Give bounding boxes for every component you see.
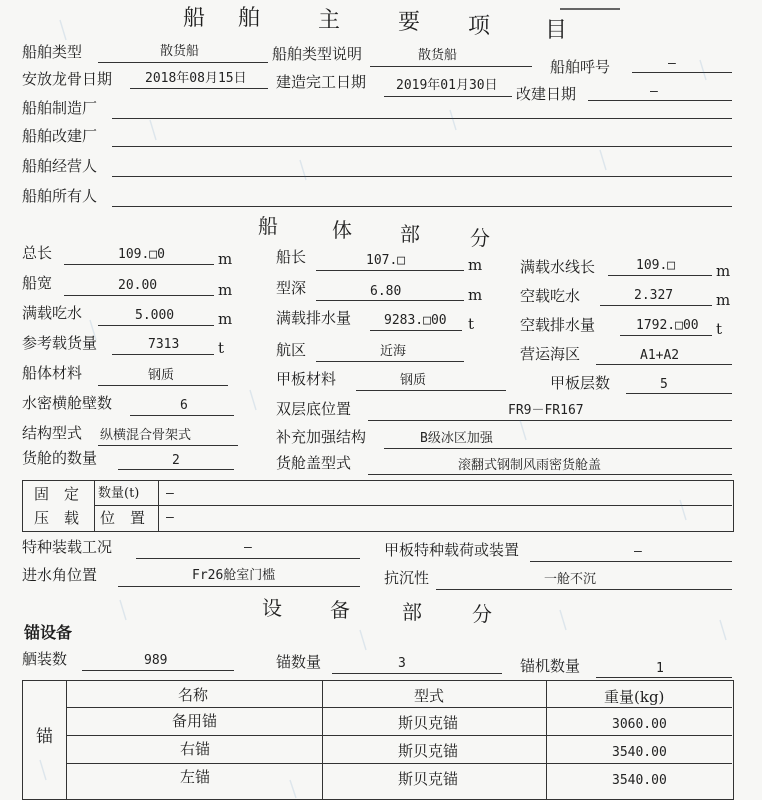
depth-label: 型深 — [276, 279, 307, 297]
full-draft-value: 5.000 — [135, 308, 175, 323]
unit: m — [468, 256, 483, 274]
loa-label: 总长 — [22, 244, 53, 262]
flooding-angle-label: 进水角位置 — [22, 566, 98, 584]
light-disp-label: 空载排水量 — [520, 316, 596, 334]
unsinkability-value: 一舱不沉 — [544, 572, 597, 587]
deck-material-label: 甲板材料 — [276, 370, 337, 388]
special-load-label: 特种装载工况 — [22, 538, 113, 556]
light-draft-value: 2.327 — [634, 288, 674, 303]
ballast-qty-label: 数量(t) — [98, 486, 140, 501]
builder-label: 船舶制造厂 — [22, 99, 98, 117]
windlass-count-value: 1 — [656, 661, 664, 676]
ship-type-desc-value: 散货船 — [418, 48, 458, 63]
ballast-label-fixed: 固 定 — [34, 485, 80, 503]
unit: m — [218, 310, 233, 328]
deck-material-value: 钢质 — [400, 373, 427, 388]
title-char: 船 — [183, 6, 208, 31]
full-disp-label: 满载排水量 — [276, 309, 352, 327]
area-value: 近海 — [380, 344, 407, 359]
anchor-side-label: 锚 — [36, 727, 53, 747]
anchor-weight: 3540.00 — [612, 773, 667, 788]
unit: m — [468, 286, 483, 304]
anchor-type: 斯贝克锚 — [398, 714, 459, 732]
op-area-label: 营运海区 — [520, 345, 581, 363]
light-disp-value: 1792.□00 — [636, 318, 699, 333]
unit: m — [218, 250, 233, 268]
anchor-weight: 3060.00 — [612, 717, 667, 732]
depth-value: 6.80 — [370, 284, 402, 299]
col-type-header: 型式 — [414, 687, 445, 705]
unit: m — [218, 281, 233, 299]
reinforce-label: 补充加强结构 — [276, 428, 367, 446]
light-draft-label: 空载吃水 — [520, 287, 581, 305]
structure-label: 结构型式 — [22, 424, 83, 442]
anchor-type: 斯贝克锚 — [398, 770, 459, 788]
hatch-value: 滚翻式钢制风雨密货舱盖 — [458, 458, 602, 473]
deck-special-value: — — [634, 544, 642, 559]
rebuild-date-label: 改建日期 — [516, 85, 577, 103]
section-char: 部 — [400, 222, 420, 246]
anchor-name: 右锚 — [180, 740, 211, 758]
anchor-count-label: 锚数量 — [276, 653, 322, 671]
bulkheads-value: 6 — [180, 398, 188, 413]
flooding-angle-value: Fr26舱室门槛 — [192, 568, 276, 583]
unsinkability-label: 抗沉性 — [384, 569, 430, 587]
deck-layers-value: 5 — [660, 377, 668, 392]
operator-label: 船舶经营人 — [22, 157, 98, 175]
col-weight-header: 重量(kg) — [604, 688, 665, 706]
title-char: 舶 — [238, 6, 263, 31]
ballast-label-ballast: 压 载 — [34, 509, 80, 527]
lwl-label: 满载水线长 — [520, 258, 596, 276]
unit: t — [716, 320, 723, 338]
ballast-pos-label: 位 置 — [100, 509, 146, 527]
ref-cargo-value: 7313 — [148, 337, 180, 352]
title-char: 主 — [318, 8, 343, 33]
anchor-name: 左锚 — [180, 768, 211, 786]
holds-value: 2 — [172, 453, 180, 468]
full-draft-label: 满载吃水 — [22, 304, 83, 322]
double-bottom-value: FR9－FR167 — [508, 403, 584, 418]
beam-label: 船宽 — [22, 274, 53, 292]
ballast-qty-value: — — [166, 486, 174, 501]
bulkheads-label: 水密横舱壁数 — [22, 394, 113, 412]
windlass-count-label: 锚机数量 — [520, 657, 581, 675]
built-date-label: 建造完工日期 — [276, 73, 367, 91]
keel-date-value: 2018年08月15日 — [145, 71, 247, 86]
title-char: 要 — [398, 10, 423, 35]
built-date-value: 2019年01月30日 — [396, 78, 498, 93]
owner-label: 船舶所有人 — [22, 187, 98, 205]
area-label: 航区 — [276, 341, 307, 359]
unit: m — [716, 262, 731, 280]
ref-cargo-label: 参考载货量 — [22, 334, 98, 352]
section-char: 体 — [332, 218, 352, 242]
full-disp-value: 9283.□00 — [384, 313, 447, 328]
lwl-value: 109.□ — [636, 258, 676, 273]
special-load-value: — — [244, 540, 252, 555]
unit: m — [716, 291, 731, 309]
loa-value: 109.□0 — [118, 247, 165, 262]
unit: t — [468, 315, 475, 333]
title-char: 目 — [545, 18, 570, 43]
ship-type-label: 船舶类型 — [22, 43, 83, 61]
call-sign-value: — — [668, 56, 676, 71]
col-name-header: 名称 — [178, 686, 209, 704]
equipment-number-label: 舾装数 — [22, 650, 68, 668]
call-sign-label: 船舶呼号 — [550, 58, 611, 76]
reinforce-value: B级冰区加强 — [420, 431, 493, 446]
ship-type-value: 散货船 — [160, 44, 200, 59]
top-edge-scribble — [560, 0, 620, 10]
holds-label: 货舱的数量 — [22, 449, 98, 467]
section-char: 备 — [330, 598, 350, 622]
structure-value: 纵横混合骨架式 — [100, 428, 192, 443]
unit: t — [218, 339, 225, 357]
title-char: 项 — [468, 14, 493, 39]
anchor-equipment-title: 锚设备 — [24, 623, 73, 642]
equipment-number-value: 989 — [144, 653, 168, 668]
hull-material-value: 钢质 — [148, 368, 175, 383]
deck-special-label: 甲板特种载荷或装置 — [384, 541, 520, 559]
keel-date-label: 安放龙骨日期 — [22, 70, 113, 88]
rebuilder-label: 船舶改建厂 — [22, 127, 98, 145]
anchor-count-value: 3 — [398, 656, 406, 671]
hull-material-label: 船体材料 — [22, 364, 83, 382]
anchor-weight: 3540.00 — [612, 745, 667, 760]
anchor-type: 斯贝克锚 — [398, 742, 459, 760]
double-bottom-label: 双层底位置 — [276, 400, 352, 418]
op-area-value: A1+A2 — [640, 348, 680, 363]
section-char: 分 — [472, 602, 492, 626]
section-char: 船 — [258, 214, 278, 238]
anchor-name: 备用锚 — [172, 712, 218, 730]
section-char: 部 — [402, 600, 422, 624]
deck-layers-label: 甲板层数 — [550, 374, 611, 392]
section-char: 设 — [262, 596, 282, 620]
beam-value: 20.00 — [118, 278, 158, 293]
rebuild-date-value: — — [650, 84, 658, 99]
lbp-value: 107.□ — [366, 253, 406, 268]
section-char: 分 — [470, 226, 490, 250]
hatch-label: 货舱盖型式 — [276, 454, 352, 472]
lbp-label: 船长 — [276, 248, 307, 266]
ship-type-desc-label: 船舶类型说明 — [272, 45, 363, 63]
ballast-pos-value: — — [166, 510, 174, 525]
